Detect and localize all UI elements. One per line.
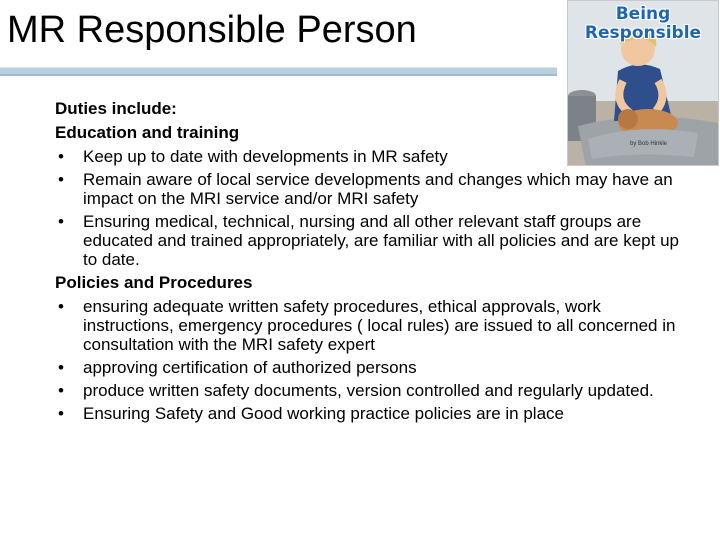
bullet-icon: • <box>58 297 64 316</box>
cover-byline: by Bob Hinkle <box>630 141 668 147</box>
list-item-text: ensuring adequate written safety procedures, ethical approvals, work instructions, emergency procedures ( local rules) are issued to all concerned in consultation with the MRI safety expert <box>83 297 676 354</box>
bullet-icon: • <box>58 404 64 423</box>
bullet-icon: • <box>58 381 64 400</box>
education-list <box>55 147 695 269</box>
list-item-text: approving certification of authorized persons <box>83 358 417 377</box>
title-underline-shadow <box>0 74 557 76</box>
cover-title-line-1: Being <box>615 4 671 24</box>
cover-title <box>568 5 718 43</box>
list-item <box>55 358 695 377</box>
title-underline <box>0 67 557 74</box>
bullet-icon: • <box>58 358 64 377</box>
bullet-icon: • <box>58 212 64 231</box>
bullet-icon: • <box>58 147 64 166</box>
list-item <box>55 212 695 269</box>
list-item-text: produce written safety documents, version controlled and regularly updated. <box>83 381 654 400</box>
bullet-icon: • <box>58 170 64 189</box>
policies-list <box>55 297 695 423</box>
list-item-text: Remain aware of local service developments and changes which may have an impact on the MRI service and/or MRI safety <box>83 170 673 208</box>
list-item <box>55 297 695 354</box>
list-item <box>55 147 695 166</box>
policies-heading: Policies and Procedures <box>55 273 253 292</box>
list-item-text: Ensuring Safety and Good working practice policies are in place <box>83 404 564 423</box>
list-item-text: Ensuring medical, technical, nursing and all other relevant staff groups are educated and trained appropriately, are familiar with all policies and are kept up to date. <box>83 212 679 269</box>
page-title: MR Responsible Person <box>7 9 417 51</box>
list-item <box>55 170 695 208</box>
list-item-text: Keep up to date with developments in MR safety <box>83 147 448 166</box>
list-item <box>55 404 695 423</box>
education-heading: Education and training <box>55 123 240 142</box>
duties-heading: Duties include: <box>55 99 177 118</box>
list-item <box>55 381 695 400</box>
cover-title-line-2: Responsible <box>584 23 702 43</box>
slide-body <box>55 99 695 427</box>
